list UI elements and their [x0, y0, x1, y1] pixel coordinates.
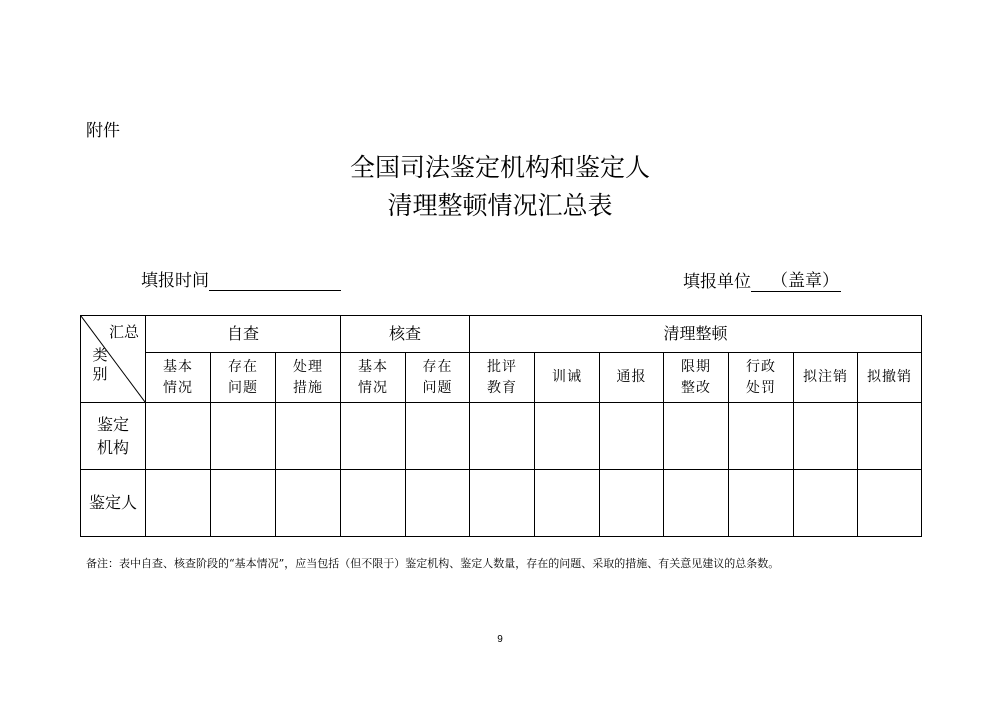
col-rc-criticism: 批评 教育: [470, 353, 535, 403]
summary-table: [80, 315, 922, 537]
data-cell[interactable]: [858, 403, 922, 470]
data-cell[interactable]: [600, 470, 664, 537]
data-cell[interactable]: [600, 403, 664, 470]
data-cell[interactable]: [406, 403, 470, 470]
fill-unit: [683, 266, 841, 292]
data-cell[interactable]: [535, 470, 600, 537]
data-cell[interactable]: [341, 470, 406, 537]
data-cell[interactable]: [146, 403, 211, 470]
row-label-institution: 鉴定 机构: [81, 403, 146, 470]
data-cell[interactable]: [276, 403, 341, 470]
col-rc-revoke: 拟撤销: [858, 353, 922, 403]
seal-text: （盖章）: [771, 271, 839, 291]
data-cell[interactable]: [794, 403, 858, 470]
data-cell[interactable]: [211, 470, 276, 537]
col-vf-basic: 基本 情况: [341, 353, 406, 403]
fill-time: [141, 266, 341, 291]
fill-unit-blank: [751, 266, 841, 292]
data-cell[interactable]: [794, 470, 858, 537]
col-sc-measures: 处理 措施: [276, 353, 341, 403]
group-verify: 核查: [341, 316, 470, 353]
data-cell[interactable]: [535, 403, 600, 470]
data-cell[interactable]: [470, 403, 535, 470]
data-cell[interactable]: [406, 470, 470, 537]
fill-time-blank: [209, 270, 341, 291]
col-rc-penalty: 行政 处罚: [729, 353, 794, 403]
data-cell[interactable]: [858, 470, 922, 537]
data-cell[interactable]: [664, 403, 729, 470]
col-sc-basic: 基本 情况: [146, 353, 211, 403]
data-cell[interactable]: [146, 470, 211, 537]
data-cell[interactable]: [664, 470, 729, 537]
col-rc-admonish: 训诫: [535, 353, 600, 403]
header-row-groups: [81, 316, 922, 353]
col-rc-cancel: 拟注销: [794, 353, 858, 403]
fill-unit-label: 填报单位: [683, 272, 751, 292]
col-vf-problems: 存在 问题: [406, 353, 470, 403]
col-rc-notify: 通报: [600, 353, 664, 403]
table-row: [81, 403, 922, 470]
footnote: 备注：表中自查、核查阶段的“基本情况”，应当包括（但不限于）鉴定机构、鉴定人数量，存在的问题、采取的措施、有关意见建议的总条数。: [86, 557, 780, 570]
corner-top-label: 汇总: [108, 323, 139, 341]
table-row: [81, 470, 922, 537]
title-line-2: 清理整顿情况汇总表: [387, 191, 613, 220]
annex-label: 附件: [86, 121, 120, 141]
data-cell[interactable]: [470, 470, 535, 537]
title-line-1: 全国司法鉴定机构和鉴定人: [349, 153, 650, 182]
data-cell[interactable]: [276, 470, 341, 537]
group-self-check: 自查: [146, 316, 341, 353]
data-cell[interactable]: [341, 403, 406, 470]
group-rectify: 清理整顿: [470, 316, 922, 353]
data-cell[interactable]: [211, 403, 276, 470]
col-sc-problems: 存在 问题: [211, 353, 276, 403]
corner-bottom-label: 类 别: [92, 346, 108, 383]
data-cell[interactable]: [729, 470, 794, 537]
fill-time-label: 填报时间: [141, 271, 209, 291]
row-label-appraiser: 鉴定人: [81, 470, 146, 537]
corner-cell: [81, 316, 146, 403]
data-cell[interactable]: [729, 403, 794, 470]
col-rc-deadline: 限期 整改: [664, 353, 729, 403]
page-number: 9: [497, 634, 503, 645]
header-row-columns: [81, 353, 922, 403]
